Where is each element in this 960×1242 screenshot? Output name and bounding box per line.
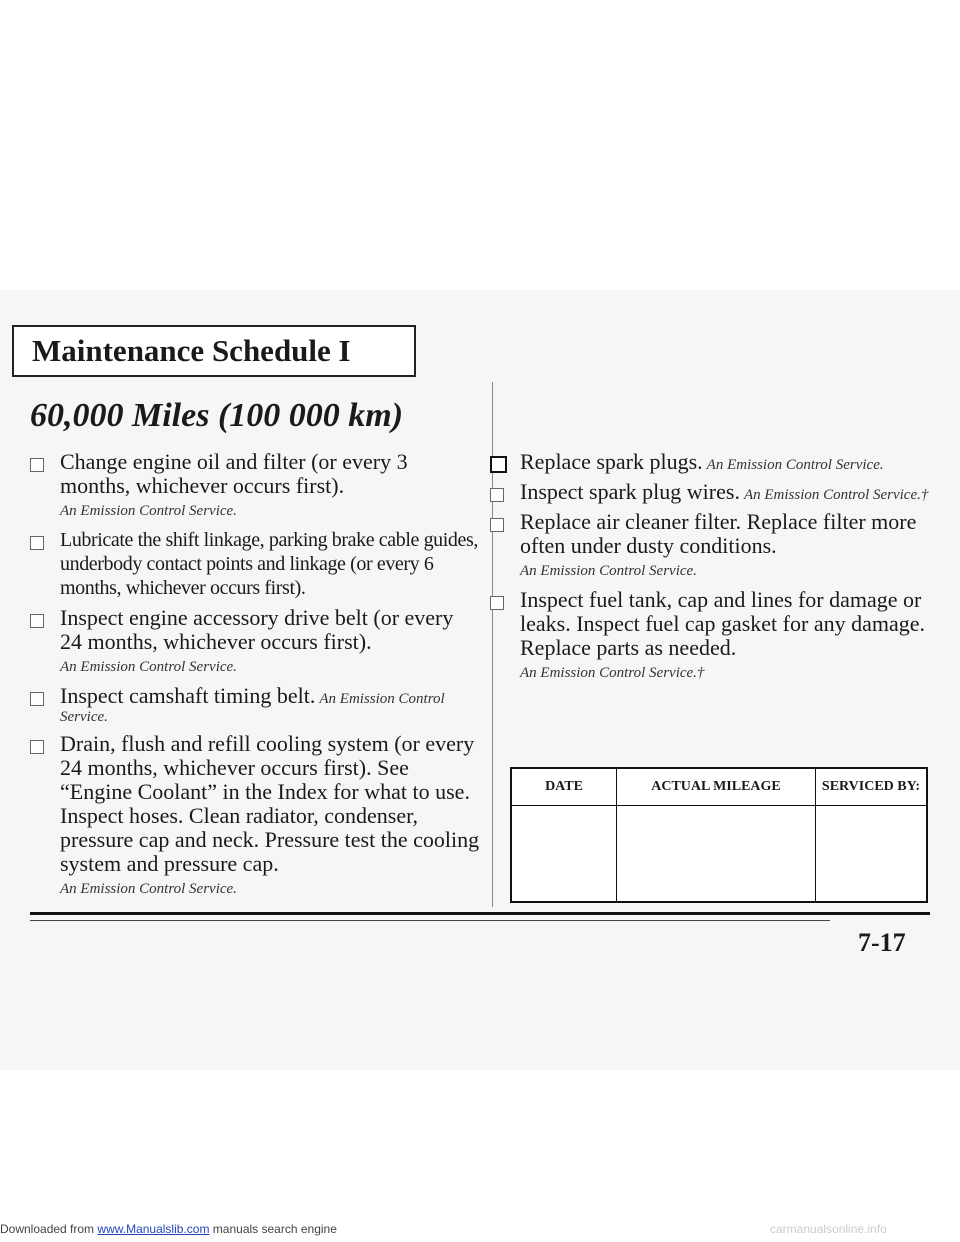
table-header-date: DATE [511,768,617,806]
item-text: Inspect engine accessory drive belt (or every 24 months, whichever occurs first). [60,605,454,654]
checklist-item [490,510,930,582]
item-note: An Emission Control Service. [60,691,445,725]
checkbox-icon[interactable] [490,596,504,610]
section-badge: Maintenance Schedule I [12,325,416,377]
watermark-text: carmanualsonline.info [770,1222,887,1236]
table-cell-date[interactable] [511,806,617,903]
page-heading: 60,000 Miles (100 000 km) [30,397,404,434]
checkbox-icon[interactable] [30,740,44,754]
download-footer [0,1222,337,1236]
item-note: An Emission Control Service. [520,563,697,579]
item-text: Inspect fuel tank, cap and lines for damage or leaks. Inspect fuel cap gasket for any damage. Replace parts as needed. [520,587,925,660]
page-number: 7-17 [858,928,906,957]
table-header-serviced-by: SERVICED BY: [816,768,928,806]
table-header-mileage: ACTUAL MILEAGE [617,768,816,806]
checklist-item [30,684,480,726]
checklist-item [30,732,480,900]
item-text: Replace air cleaner filter. Replace filter more often under dusty conditions. [520,509,917,558]
checklist-item [490,450,930,474]
checkbox-icon[interactable] [490,456,507,473]
item-note: An Emission Control Service. [706,457,884,473]
checkbox-icon[interactable] [30,536,44,550]
checkbox-icon[interactable] [30,614,44,628]
item-note: An Emission Control Service.† [520,665,705,681]
checkbox-icon[interactable] [490,518,504,532]
footer-link[interactable]: www.Manualslib.com [97,1222,210,1236]
checklist-item [30,528,480,600]
item-text: Lubricate the shift linkage, parking brake cable guides, underbody contact points and linkage (or every 6 months, whichever occurs first). [60,529,478,599]
checkbox-icon[interactable] [30,692,44,706]
service-log-table [510,767,928,903]
checklist-item [490,588,930,684]
footer-suffix: manuals search engine [212,1222,337,1236]
item-text: Drain, flush and refill cooling system (or every 24 months, whichever occurs first). See “Engine Coolant” in the Index for what to use. Inspect hoses. Clean radiator, condenser, pressure cap and neck. Pressure test the cooling system and pressure cap. [60,731,480,876]
item-note: An Emission Control Service. [60,881,237,897]
checkbox-icon[interactable] [490,488,504,502]
item-note: An Emission Control Service. [60,503,237,519]
item-text: Replace spark plugs. [520,449,703,474]
checkbox-icon[interactable] [30,458,44,472]
table-cell-serviced-by[interactable] [816,806,928,903]
item-note: An Emission Control Service. [60,659,237,675]
item-text: Inspect spark plug wires. [520,479,740,504]
checklist-item [30,606,480,678]
footer-rule-thin [30,920,830,921]
footer-prefix: Downloaded from [0,1222,95,1236]
item-text: Inspect camshaft timing belt. [60,683,316,708]
left-column [30,450,480,906]
checklist-item [490,480,930,504]
table-cell-mileage[interactable] [617,806,816,903]
right-column [490,450,930,690]
item-text: Change engine oil and filter (or every 3 months, whichever occurs first). [60,449,408,498]
item-note: An Emission Control Service.† [743,487,929,503]
checklist-item [30,450,480,522]
footer-rule [30,912,930,915]
